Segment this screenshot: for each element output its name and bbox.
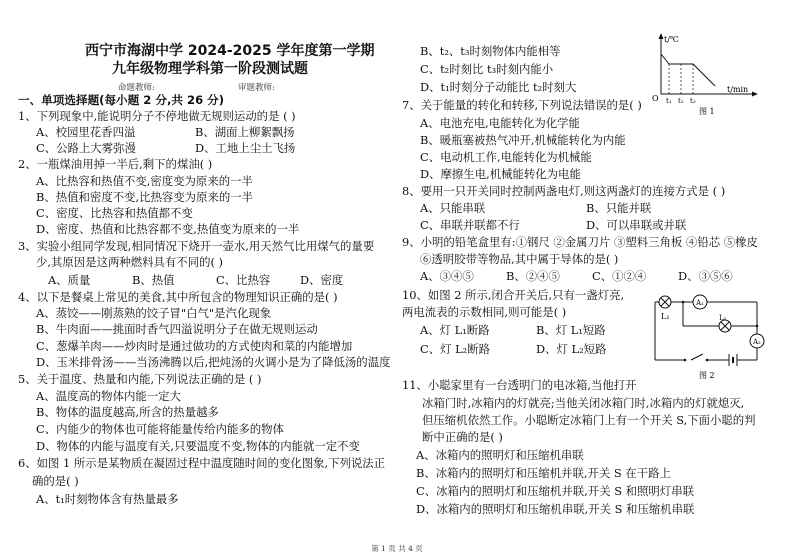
q11-stem-line1: 11、小聪家里有一台透明门的电冰箱,当他打开 — [402, 378, 637, 392]
q3-option-b: B、热值 — [132, 273, 175, 287]
q9-option-a: A、③④⑤ — [420, 269, 474, 283]
q3-option-d: D、密度 — [300, 273, 344, 287]
q4-option-c: C、葱爆羊肉——炒肉时是通过做功的方式使肉和菜的内能增加 — [36, 339, 353, 353]
figure-2-circuit — [647, 282, 767, 382]
q2-option-b: B、热值和密度不变,比热容变为原来的一半 — [36, 190, 254, 204]
author-label: 命题教师: — [118, 83, 155, 93]
q4-option-a: A、蒸饺——刚蒸熟的饺子冒"白气"是汽化现象 — [36, 306, 272, 320]
q11-stem-line2: 冰箱门时,冰箱内的灯就亮;当他关闭冰箱门时,冰箱内的灯就熄灭, — [422, 396, 745, 410]
q9-stem-line2: ⑥透明胶带等物品,其中属于导体的是( ) — [420, 252, 619, 266]
q1-stem: 1、下列现象中,能说明分子不停地做无规则运动的是 ( ) — [18, 109, 296, 123]
q6-option-a: A、t₁时刻物体含有热量最多 — [36, 492, 179, 506]
exam-title-line1: 西宁市海湖中学 2024-2025 学年度第一学期 — [85, 43, 375, 59]
q6-option-d: D、t₁时刻分子动能比 t₂时刻大 — [420, 80, 577, 94]
q5-option-c: C、内能少的物体也可能将能量传给内能多的物体 — [36, 422, 284, 436]
q6-option-c: C、t₂时刻比 t₃时刻内能小 — [420, 62, 554, 76]
q5-option-d: D、物体的内能与温度有关,只要温度不变,物体的内能就一定不变 — [36, 439, 360, 453]
q2-stem: 2、一瓶煤油用掉一半后,剩下的煤油( ) — [18, 157, 213, 171]
q9-option-c: C、①②④ — [592, 269, 647, 283]
q10-stem-line1: 10、如图 2 所示,闭合开关后,只有一盏灯亮, — [402, 288, 625, 302]
fig2-switch[interactable] — [691, 354, 703, 360]
fig1-origin: O — [652, 94, 659, 103]
fig1-tick-t2: t₂ — [678, 97, 684, 105]
q11-stem-line3: 但压缩机依然工作。小聪断定冰箱门上有一个开关 S,下面小聪的判 — [422, 413, 756, 427]
q8-option-c: C、串联并联都不行 — [420, 218, 520, 232]
exam-title-line2: 九年级物理学科第一阶段测试题 — [112, 61, 308, 77]
q10-stem-line2: 两电流表的示数相同,则可能是( ) — [402, 305, 567, 319]
q2-option-d: D、密度、热值和比热容都不变,热值变为原来的一半 — [36, 222, 300, 236]
fig2-a1-label: A₁ — [696, 299, 704, 307]
q2-option-c: C、密度、比热容和热值都不变 — [36, 206, 193, 220]
q9-stem-line1: 9、小明的铅笔盒里有:①钢尺 ②金属刀片 ③塑料三角板 ④铅芯 ⑤橡皮 — [402, 235, 758, 249]
q1-option-c: C、公路上大雾弥漫 — [36, 141, 136, 155]
q4-option-b: B、牛肉面——挑面时香气四溢说明分子在做无规则运动 — [36, 322, 318, 336]
q3-option-c: C、比热容 — [216, 273, 271, 287]
q1-option-b: B、湖面上柳絮飘扬 — [195, 125, 295, 139]
q2-option-a: A、比热容和热值不变,密度变为原来的一半 — [36, 174, 253, 188]
q5-option-b: B、物体的温度越高,所含的热量越多 — [36, 405, 219, 419]
q8-option-a: A、只能串联 — [420, 201, 486, 215]
q11-option-d: D、冰箱内的照明灯和压缩机串联,开关 S 和压缩机串联 — [416, 502, 695, 516]
fig1-y-label: t/℃ — [664, 35, 679, 44]
figure-1-graph — [647, 30, 762, 118]
q11-option-b: B、冰箱内的照明灯和压缩机并联,开关 S 在干路上 — [416, 466, 671, 480]
q11-option-a: A、冰箱内的照明灯和压缩机串联 — [416, 448, 584, 462]
fig1-tick-t1: t₁ — [666, 97, 672, 105]
q7-option-d: D、摩擦生电,机械能转化为电能 — [420, 167, 581, 181]
q8-stem: 8、要用一只开关同时控制两盏电灯,则这两盏灯的连接方式是 ( ) — [402, 184, 726, 198]
fig1-y-arrow — [659, 33, 664, 39]
q3-stem-line1: 3、实验小组同学发现,相同情况下烧开一壶水,用天然气比用煤气的量要 — [18, 239, 375, 253]
q9-option-d: D、③⑤⑥ — [678, 269, 733, 283]
fig1-caption: 图 1 — [699, 107, 715, 116]
fig2-l1-label: L₁ — [661, 312, 670, 321]
q7-option-c: C、电动机工作,电能转化为机械能 — [420, 150, 592, 164]
q9-option-b: B、②④⑤ — [506, 269, 560, 283]
section-heading: 一、单项选择题(每小题 2 分,共 26 分) — [18, 93, 225, 107]
q10-option-a: A、灯 L₁断路 — [420, 323, 490, 337]
fig2-caption: 图 2 — [699, 371, 715, 380]
q8-option-d: D、可以串联或并联 — [586, 218, 687, 232]
q10-option-d: D、灯 L₂短路 — [536, 342, 607, 356]
fig1-x-label: t/min — [727, 85, 749, 94]
q4-option-d: D、玉米排骨汤——当汤沸腾以后,把炖汤的火调小是为了降低汤的温度 — [36, 355, 391, 369]
q6-stem-line1: 6、如图 1 所示是某物质在凝固过程中温度随时间的变化图象,下列说法正 — [18, 456, 386, 470]
q5-option-a: A、温度高的物体内能一定大 — [36, 389, 181, 403]
fig1-x-arrow — [752, 92, 758, 97]
q11-option-c: C、冰箱内的照明灯和压缩机并联,开关 S 和照明灯串联 — [416, 484, 694, 498]
q3-option-a: A、质量 — [48, 273, 91, 287]
q3-stem-line2: 少,其原因是这两种燃料具有不同的( ) — [36, 255, 223, 269]
fig2-a2-label: A₂ — [753, 338, 761, 346]
q11-stem-line4: 断中正确的是( ) — [422, 430, 503, 444]
fig2-l2-label: L₂ — [719, 314, 727, 322]
q1-option-a: A、校园里花香四溢 — [36, 125, 136, 139]
q7-stem: 7、关于能量的转化和转移,下列说法错误的是( ) — [402, 98, 642, 112]
q6-stem-line2: 确的是( ) — [32, 474, 79, 488]
q10-option-b: B、灯 L₁短路 — [536, 323, 606, 337]
reviewer-label: 审题教师: — [238, 83, 275, 93]
q7-option-b: B、暖瓶塞被热气冲开,机械能转化为内能 — [420, 133, 626, 147]
q6-option-b: B、t₂、t₃时刻物体内能相等 — [420, 44, 561, 58]
q10-option-c: C、灯 L₂断路 — [420, 342, 491, 356]
q1-option-d: D、工地上尘土飞扬 — [195, 141, 296, 155]
page-footer: 第 1 页 共 4 页 — [371, 544, 423, 553]
fig1-tick-t3: t₃ — [690, 97, 696, 105]
q7-option-a: A、电池充电,电能转化为化学能 — [420, 116, 580, 130]
q4-stem: 4、以下是餐桌上常见的美食,其中所包含的物理知识正确的是( ) — [18, 290, 338, 304]
q8-option-b: B、只能并联 — [586, 201, 652, 215]
q5-stem: 5、关于温度、热量和内能,下列说法正确的是 ( ) — [18, 372, 262, 386]
